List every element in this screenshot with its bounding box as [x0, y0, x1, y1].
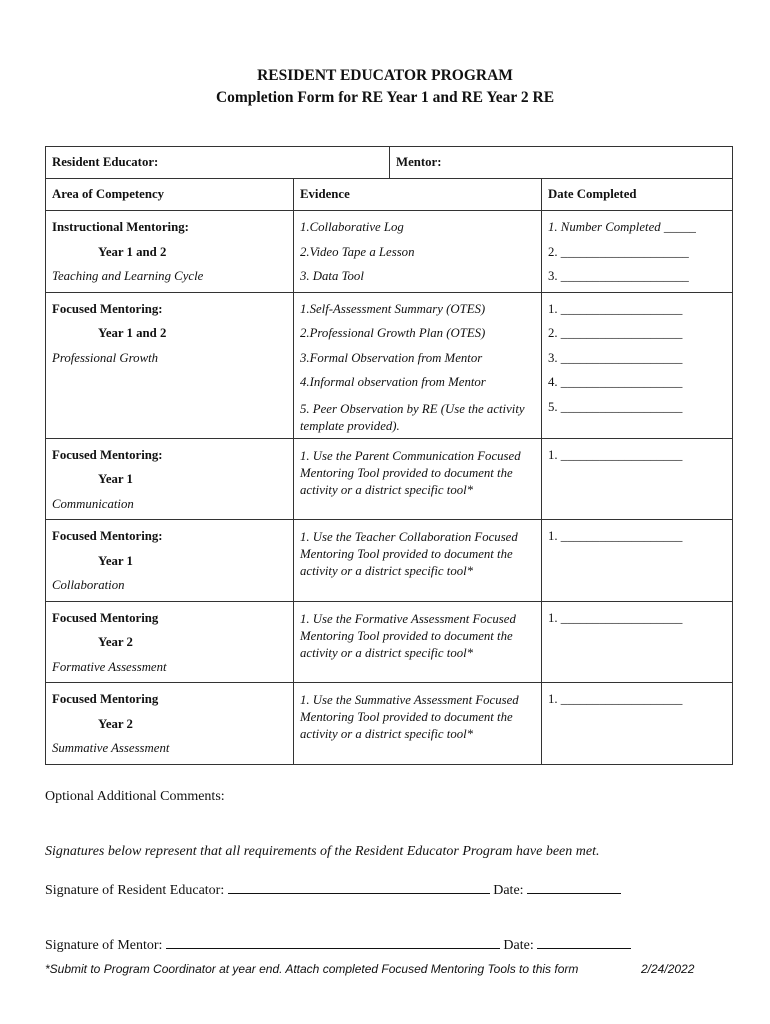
competency-cell	[46, 292, 294, 438]
evidence-item: 1.Self-Assessment Summary (OTES)	[300, 301, 486, 316]
table-row	[46, 292, 733, 438]
competency-cell	[46, 601, 294, 683]
evidence-text: 1. Use the Formative Assessment Focused Mentoring Tool provided to document the activity or a district specific tool*	[300, 611, 516, 660]
mentor-date-label: Date:	[503, 938, 534, 953]
date-entry[interactable]: 3. ____________________	[548, 269, 689, 283]
evidence-cell	[294, 601, 542, 683]
mentor-signature-label: Signature of Mentor:	[45, 938, 163, 953]
mentor-signature-row	[45, 934, 631, 954]
date-cell	[542, 292, 733, 438]
date-cell	[542, 683, 733, 765]
evidence-item: 2.Video Tape a Lesson	[300, 244, 415, 259]
footer-date: 2/24/2022	[641, 962, 695, 976]
competency-subtitle: Communication	[52, 496, 134, 511]
evidence-text: 1. Use the Parent Communication Focused Mentoring Tool provided to document the activity or a district specific tool*	[300, 448, 521, 497]
evidence-item: 2.Professional Growth Plan (OTES)	[300, 326, 486, 340]
resident-signature-line[interactable]	[228, 879, 490, 894]
competency-subtitle: Teaching and Learning Cycle	[52, 269, 204, 283]
resident-date-line[interactable]	[527, 879, 621, 894]
table-row	[46, 520, 733, 602]
date-cell	[542, 520, 733, 602]
date-entry[interactable]: 1. ___________________	[548, 447, 683, 462]
evidence-cell	[294, 683, 542, 765]
names-row	[46, 147, 733, 179]
competency-title: Focused Mentoring	[52, 610, 159, 625]
date-cell	[542, 438, 733, 520]
footer	[45, 962, 695, 976]
date-entry[interactable]: 1. ___________________	[548, 529, 683, 543]
competency-title: Focused Mentoring:	[52, 529, 163, 543]
competency-subtitle: Formative Assessment	[52, 659, 167, 674]
resident-signature-row	[45, 879, 621, 899]
evidence-text: 1. Use the Summative Assessment Focused Mentoring Tool provided to document the activity or a district specific tool*	[300, 693, 519, 741]
date-cell	[542, 211, 733, 293]
date-entry[interactable]: 3. ___________________	[548, 350, 683, 365]
competency-title: Focused Mentoring:	[52, 447, 163, 462]
date-entry[interactable]: 2. ___________________	[548, 326, 683, 340]
mentor-label: Mentor:	[396, 155, 442, 169]
date-entry[interactable]: 1. ___________________	[548, 692, 683, 706]
date-entry[interactable]: 1. Number Completed _____	[548, 220, 696, 234]
evidence-cell	[294, 292, 542, 438]
competency-cell	[46, 683, 294, 765]
competency-cell	[46, 520, 294, 602]
resident-educator-field[interactable]	[46, 147, 390, 179]
table-row	[46, 211, 733, 293]
competency-year: Year 1 and 2	[98, 244, 167, 259]
competency-year: Year 1	[98, 472, 133, 486]
date-entry[interactable]: 1. ___________________	[548, 301, 683, 316]
signature-statement: Signatures below represent that all requirements of the Resident Educator Program have been met.	[45, 844, 600, 859]
competency-cell	[46, 211, 294, 293]
competency-subtitle: Summative Assessment	[52, 741, 170, 755]
col-header-competency: Area of Competency	[46, 179, 294, 211]
date-cell	[542, 601, 733, 683]
mentor-field[interactable]	[390, 147, 733, 179]
evidence-item: 5. Peer Observation by RE (Use the activity template provided).	[300, 401, 525, 433]
footer-note: *Submit to Program Coordinator at year end. Attach completed Focused Mentoring Tools to this form	[45, 962, 579, 976]
evidence-item: 4.Informal observation from Mentor	[300, 375, 486, 389]
col-header-date: Date Completed	[542, 179, 733, 211]
table-row	[46, 683, 733, 765]
date-entry[interactable]: 5. ___________________	[548, 399, 683, 414]
table-row	[46, 438, 733, 520]
competency-year: Year 1	[98, 553, 133, 568]
date-entry[interactable]: 1. ___________________	[548, 610, 683, 625]
competency-title: Focused Mentoring	[52, 692, 159, 706]
evidence-text: 1. Use the Teacher Collaboration Focused Mentoring Tool provided to document the activity or a district specific tool*	[300, 530, 518, 578]
evidence-cell	[294, 211, 542, 293]
optional-comments-label: Optional Additional Comments:	[45, 789, 225, 804]
competency-title: Instructional Mentoring:	[52, 220, 189, 234]
evidence-cell	[294, 520, 542, 602]
competency-year: Year 1 and 2	[98, 326, 167, 340]
evidence-cell	[294, 438, 542, 520]
date-entry[interactable]: 2. ____________________	[548, 244, 689, 259]
document-subtitle: Completion Form for RE Year 1 and RE Year 2 RE	[215, 89, 555, 106]
resident-date-label: Date:	[493, 883, 524, 898]
competency-title: Focused Mentoring:	[52, 301, 163, 316]
resident-educator-label: Resident Educator:	[52, 155, 159, 169]
mentor-date-line[interactable]	[537, 934, 631, 949]
table-row	[46, 601, 733, 683]
col-header-evidence: Evidence	[294, 179, 542, 211]
competency-cell	[46, 438, 294, 520]
mentor-signature-line[interactable]	[166, 934, 500, 949]
competency-year: Year 2	[98, 635, 133, 649]
document-title: RESIDENT EDUCATOR PROGRAM	[257, 67, 513, 84]
evidence-item: 3. Data Tool	[300, 269, 364, 283]
date-entry[interactable]: 4. ___________________	[548, 375, 683, 389]
evidence-item: 3.Formal Observation from Mentor	[300, 350, 483, 365]
completion-form-table	[45, 146, 733, 765]
competency-subtitle: Collaboration	[52, 578, 125, 592]
column-header-row	[46, 179, 733, 211]
evidence-item: 1.Collaborative Log	[300, 220, 404, 234]
competency-year: Year 2	[98, 716, 133, 731]
resident-signature-label: Signature of Resident Educator:	[45, 883, 225, 898]
competency-subtitle: Professional Growth	[52, 350, 159, 365]
